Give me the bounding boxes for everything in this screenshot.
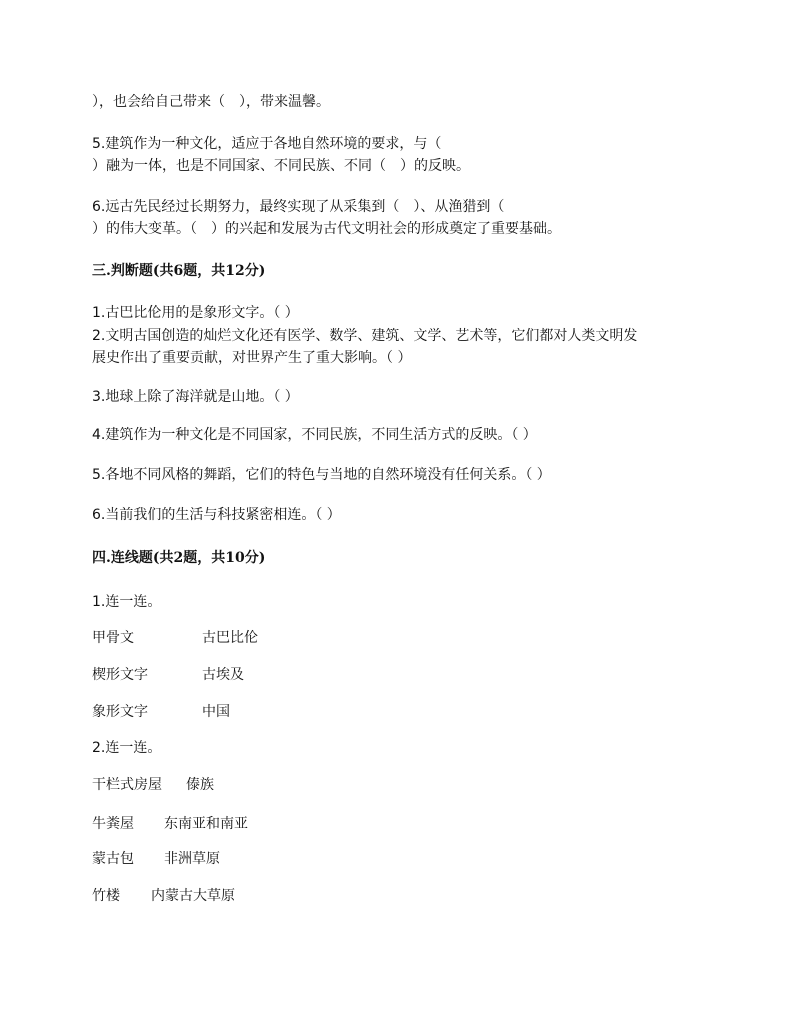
matching-question-2-title: 2.连一连。 <box>92 740 162 756</box>
matching-left-term: 象形文字 <box>92 704 148 720</box>
matching-row <box>92 665 244 685</box>
fill-blank-item-6-line-2: ）的伟大变革。（ ）的兴起和发展为古代文明社会的形成奠定了重要基础。 <box>92 221 561 237</box>
section-4-heading: 四.连线题(共2题，共10分) <box>92 550 266 566</box>
judge-item-2-line-2: 展史作出了重要贡献，对世界产生了重大影响。（ ） <box>92 350 412 366</box>
judge-item-3: 3.地球上除了海洋就是山地。（ ） <box>92 389 299 405</box>
matching-right-term: 内蒙古大草原 <box>151 888 235 904</box>
judge-item-6: 6.当前我们的生活与科技紧密相连。（ ） <box>92 507 341 523</box>
judge-item-1: 1.古巴比伦用的是象形文字。（ ） <box>92 305 299 321</box>
judge-item-5: 5.各地不同风格的舞蹈，它们的特色与当地的自然环境没有任何关系。（ ） <box>92 467 551 483</box>
matching-row <box>92 886 235 906</box>
matching-left-term: 干栏式房屋 <box>92 777 162 793</box>
matching-row <box>92 849 220 869</box>
matching-row <box>92 775 214 795</box>
matching-row <box>92 814 248 834</box>
fill-blank-item-5-line-1: 5.建筑作为一种文化，适应于各地自然环境的要求，与（ <box>92 136 442 152</box>
matching-right-term: 古巴比伦 <box>202 630 258 646</box>
fill-blank-item-4-tail: ），也会给自己带来（ ），带来温馨。 <box>92 94 330 110</box>
matching-row <box>92 628 258 648</box>
matching-right-term: 古埃及 <box>202 667 244 683</box>
matching-right-term: 东南亚和南亚 <box>164 816 248 832</box>
matching-left-term: 牛粪屋 <box>92 816 134 832</box>
matching-right-term: 中国 <box>202 704 230 720</box>
matching-row <box>92 702 230 722</box>
section-3-heading: 三.判断题(共6题，共12分) <box>92 263 266 279</box>
matching-left-term: 楔形文字 <box>92 667 148 683</box>
matching-left-term: 竹楼 <box>92 888 120 904</box>
matching-right-term: 傣族 <box>186 777 214 793</box>
matching-left-term: 蒙古包 <box>92 851 134 867</box>
matching-question-1-title: 1.连一连。 <box>92 594 162 610</box>
matching-left-term: 甲骨文 <box>92 630 134 646</box>
fill-blank-item-6-line-1: 6.远古先民经过长期努力，最终实现了从采集到（ ）、从渔猎到（ <box>92 199 505 215</box>
judge-item-4: 4.建筑作为一种文化是不同国家，不同民族，不同生活方式的反映。（ ） <box>92 427 537 443</box>
judge-item-2-line-1: 2.文明古国创造的灿烂文化还有医学、数学、建筑、文学、艺术等，它们都对人类文明发 <box>92 328 638 344</box>
matching-right-term: 非洲草原 <box>164 851 220 867</box>
fill-blank-item-5-line-2: ）融为一体，也是不同国家、不同民族、不同（ ）的反映。 <box>92 158 470 174</box>
